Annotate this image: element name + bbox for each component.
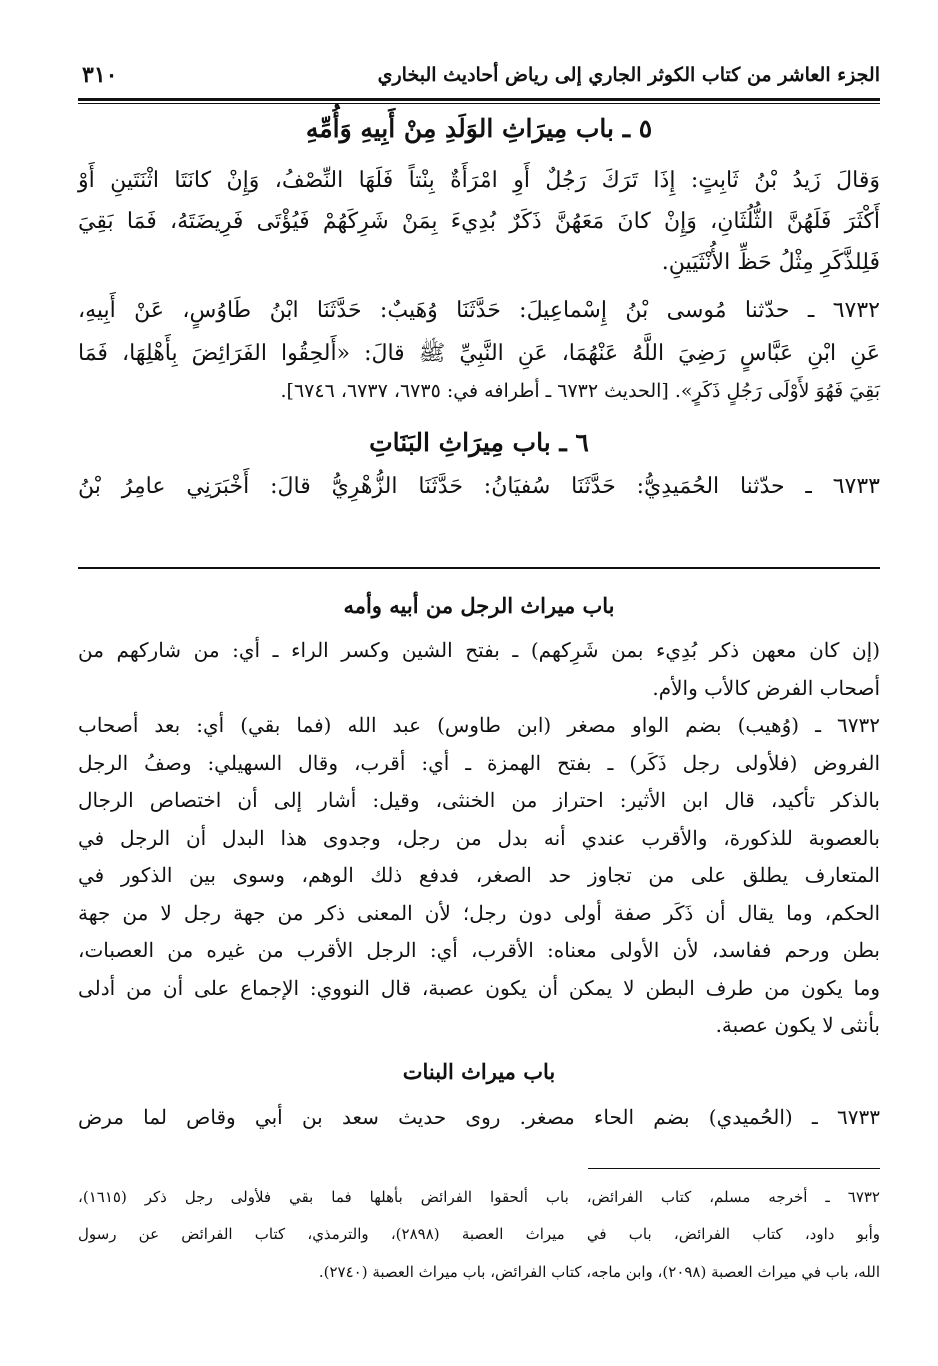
commentary-line: بأنثى لا يكون عصبة. bbox=[715, 1013, 880, 1037]
hadith-line: بَقِيَ فَهُوَ لأَوْلَى رَجُلٍ ذَكَرٍ». [الحديث ٦٧٣٢ ـ أطرافه في: ٦٧٣٥، ٦٧٣٧، ٦٧٤٦]. bbox=[280, 380, 880, 402]
chapter-5-heading: ٥ ـ باب مِيرَاثِ الوَلَدِ مِنْ أَبِيهِ وَأُمِّهِ bbox=[305, 114, 653, 143]
footnote-line: وأبو داود، كتاب الفرائض، باب في ميراث العصبة (٢٨٩٨)، والترمذي، كتاب الفرائض عن رسول bbox=[78, 1225, 880, 1243]
chapter-6-heading: ٦ ـ باب مِيرَاثِ البَنَاتِ bbox=[369, 428, 589, 457]
commentary-line: أصحاب الفرض كالأب والأم. bbox=[652, 676, 880, 700]
commentary-heading-1: باب ميراث الرجل من أبيه وأمه bbox=[343, 593, 615, 618]
text-line: أَكْثَرَ فَلَهُنَّ الثُّلُثَانِ، وَإِنْ كانَ مَعَهُنَّ ذَكَرٌ بُدِيءَ بِمَنْ شَرِكَهُمْ فَيُؤْتَى فَرِيضَتَهُ، فَمَا بَقِيَ bbox=[78, 209, 880, 234]
hadith-line: ٦٧٣٢ ـ حدّثنا مُوسى بْنُ إِسْماعِيلَ: حَدَّثَنَا وُهَيبٌ: حَدَّثَنَا ابْنُ طَاوُسٍ، عَنْ أَبِيهِ، bbox=[78, 298, 880, 323]
commentary-line: بالعصوبة للذكورة، والأقرب عندي أنه بدل من رجل، وجدوى هذا البدل أن الرجل في bbox=[78, 826, 880, 850]
commentary-line: بطن ورحم ففاسد، لأن الأولى معناه: الأقرب، أي: الرجل الأقرب من غيره من العصبات، bbox=[78, 938, 881, 962]
running-header-title: الجزء العاشر من كتاب الكوثر الجاري إلى رياض أحاديث البخاري bbox=[377, 64, 880, 86]
commentary-line: بالذكر تأكيد، قال ابن الأثير: احتراز من الخنثى، وقيل: أشار إلى أن اختصاص الرجال bbox=[78, 788, 880, 812]
commentary-line: (إن كان معهن ذكر بُدِيء بمن شَرِكهم) ـ بفتح الشين وكسر الراء ـ أي: من شاركهم من bbox=[78, 638, 880, 662]
commentary-line: ٦٧٣٢ ـ (وُهيب) بضم الواو مصغر (ابن طاوس) عبد الله (فما بقي) أي: بعد أصحاب bbox=[78, 713, 880, 737]
text-line: وَقالَ زَيدُ بْنُ ثَابِتٍ: إِذَا تَرَكَ رَجُلٌ أَوِ امْرَأَةٌ بِنْتاً فَلَهَا النِّصْفُ، وَإِنْ كانَتَا اثْنَتَينِ أَوْ bbox=[78, 168, 880, 193]
commentary-line: وما يكون من طرف البطن لا يمكن أن يكون عصبة، قال النووي: الإجماع على أن من أدلى bbox=[78, 976, 880, 1000]
page-number: ٣١٠ bbox=[82, 62, 118, 88]
commentary-line: ٦٧٣٣ ـ (الحُميدي) بضم الحاء مصغر. روى حديث سعد بن أبي وقاص لما مرض bbox=[78, 1105, 880, 1129]
text-line: فَلِلذَّكَرِ مِثْلُ حَظِّ الأُنْثَيَينِ. bbox=[661, 250, 880, 275]
footnote-line: ٦٧٣٢ ـ أخرجه مسلم، كتاب الفرائض، باب ألحقوا الفرائض بأهلها فما بقي فلأولى رجل ذكر (١٦١٥)، bbox=[78, 1188, 880, 1206]
footnote-rule bbox=[588, 1168, 880, 1169]
commentary-heading-2: باب ميراث البنات bbox=[402, 1059, 556, 1084]
section-divider bbox=[78, 567, 880, 569]
commentary-line: المتعارف يطلق على من تجاوز حد الصغر، فدفع ذلك الوهم، وسوى بين الذكور في bbox=[78, 863, 880, 887]
hadith-line: ٦٧٣٣ ـ حدّثنا الحُمَيدِيُّ: حَدَّثَنَا سُفيَانُ: حَدَّثَنَا الزُّهْرِيُّ قالَ: أَخْبَرَنِي عامِرُ بْنُ bbox=[78, 474, 880, 499]
hadith-line: عَنِ ابْنِ عَبَّاسٍ رَضِيَ اللَّهُ عَنْهُمَا، عَنِ النَّبِيِّ ﷺ قالَ: «أَلحِقُوا الفَرَائِضَ بِأَهْلِهَا، فَمَا bbox=[78, 341, 880, 366]
header-rule bbox=[78, 98, 880, 104]
commentary-line: الفروض (فلأولى رجل ذَكَر) ـ بفتح الهمزة ـ أي: أقرب، وقال السهيلي: وصفُ الرجل bbox=[78, 751, 880, 775]
footnote-line: الله، باب في ميراث العصبة (٢٠٩٨)، وابن ماجه، كتاب الفرائض، باب ميراث العصبة (٢٧٤٠). bbox=[318, 1263, 880, 1281]
commentary-line: الحكم، وما يقال أن ذَكَر صفة أولى دون رجل؛ لأن المعنى ذكر من جهة رجل لا من جهة bbox=[78, 901, 880, 925]
